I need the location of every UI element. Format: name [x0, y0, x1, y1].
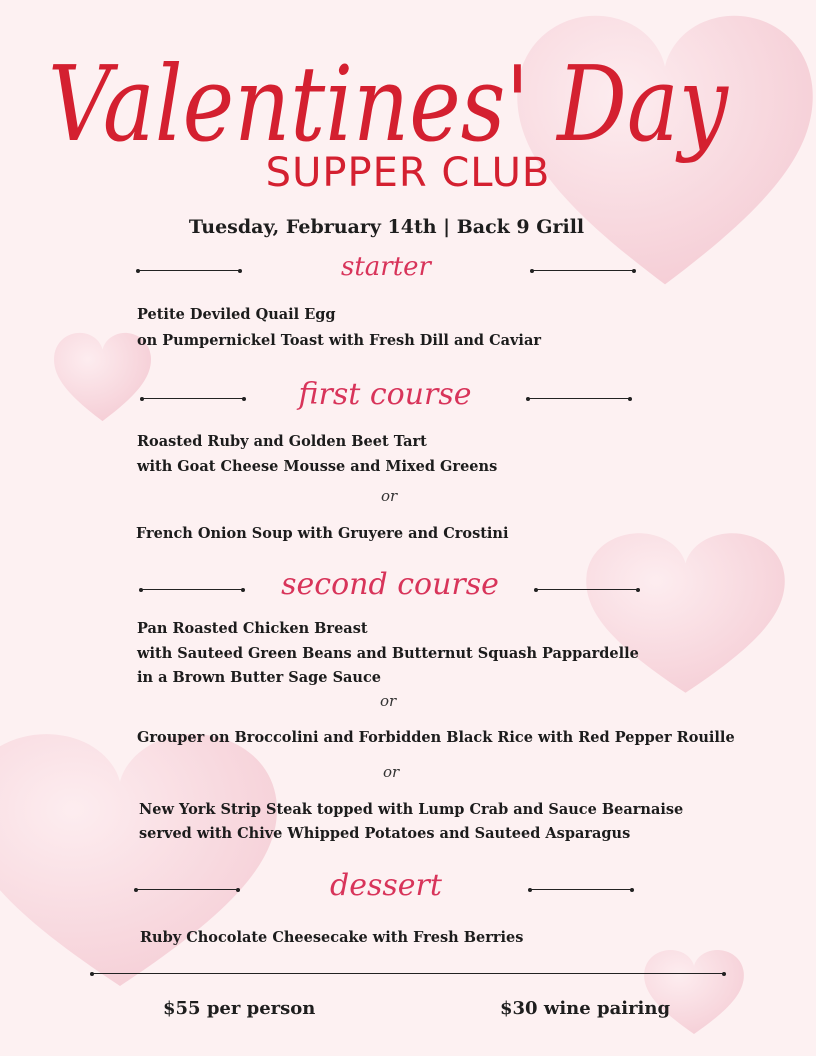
heart-decoration-bottom-right	[640, 942, 748, 1042]
menu-item: Pan Roasted Chicken Breast	[137, 620, 368, 637]
or-separator: or	[380, 692, 397, 710]
divider-rule	[536, 589, 638, 590]
price-wine-pairing: $30 wine pairing	[500, 998, 671, 1019]
divider-rule	[142, 398, 244, 399]
heart-decoration-right	[578, 518, 793, 708]
menu-item: Grouper on Broccolini and Forbidden Black Rice with Red Pepper Rouille	[137, 729, 735, 746]
or-separator: or	[381, 487, 398, 505]
section-heading-second-course: second course	[281, 567, 499, 602]
menu-item: Ruby Chocolate Cheesecake with Fresh Berries	[140, 929, 524, 946]
subtitle: SUPPER CLUB	[265, 150, 551, 196]
menu-item: French Onion Soup with Gruyere and Crostini	[136, 525, 509, 542]
divider-rule	[528, 398, 630, 399]
menu-item: on Pumpernickel Toast with Fresh Dill and Caviar	[137, 332, 541, 349]
section-heading-starter: starter	[341, 252, 431, 282]
menu-item: with Sauteed Green Beans and Butternut Squash Pappardelle	[137, 645, 639, 662]
divider-rule	[141, 589, 243, 590]
price-per-person: $55 per person	[163, 998, 316, 1019]
divider-rule	[532, 270, 634, 271]
menu-item: Petite Deviled Quail Egg	[137, 306, 336, 323]
menu-item: New York Strip Steak topped with Lump Crab and Sauce Bearnaise	[139, 801, 684, 818]
section-heading-dessert: dessert	[330, 868, 442, 903]
section-heading-first-course: first course	[298, 377, 472, 412]
menu-item: served with Chive Whipped Potatoes and Sauteed Asparagus	[139, 825, 631, 842]
divider-rule	[530, 889, 632, 890]
menu-item: in a Brown Butter Sage Sauce	[137, 669, 382, 686]
event-dateline: Tuesday, February 14th | Back 9 Grill	[188, 216, 585, 238]
menu-item: Roasted Ruby and Golden Beet Tart	[137, 433, 427, 450]
menu-item: with Goat Cheese Mousse and Mixed Greens	[137, 458, 498, 475]
title-script-text: Valentines' Day	[48, 43, 730, 165]
or-separator: or	[383, 763, 400, 781]
footer-rule	[92, 973, 724, 974]
heart-decoration-left-bottom	[0, 710, 290, 1010]
divider-rule	[136, 889, 238, 890]
divider-rule	[138, 270, 240, 271]
